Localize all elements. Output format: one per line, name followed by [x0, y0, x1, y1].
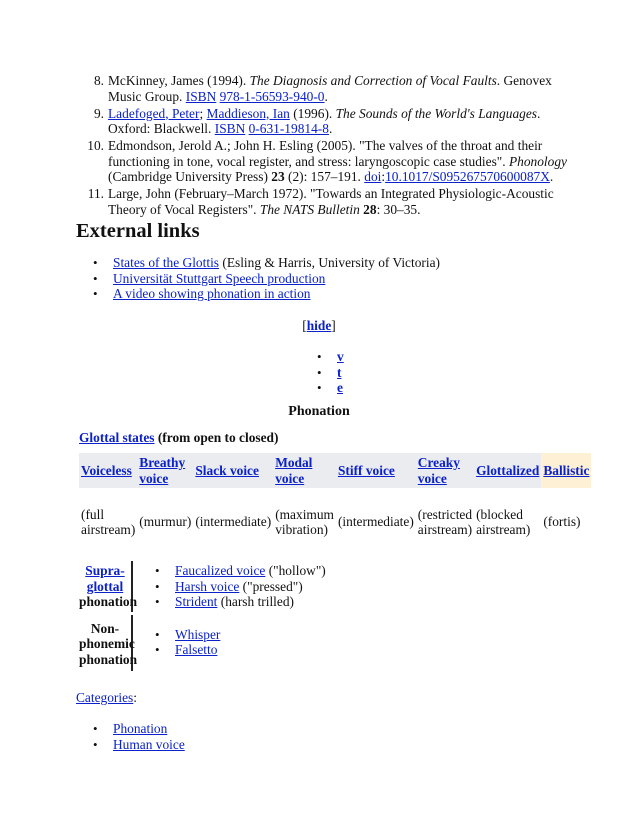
- reference-link[interactable]: ISBN: [185, 88, 217, 104]
- hide-link[interactable]: hide: [306, 318, 332, 333]
- external-link[interactable]: States of the Glottis: [113, 255, 220, 270]
- table-header-row: [79, 453, 591, 488]
- reference-number: 11.: [87, 186, 104, 201]
- category-link[interactable]: Phonation: [113, 721, 168, 736]
- reference-list: [87, 73, 568, 219]
- modal-voice-link[interactable]: Modal voice: [275, 455, 313, 486]
- reference-item: [87, 138, 568, 185]
- reference-text: Phonology: [508, 153, 567, 169]
- reference-text: . Oxford: Blackwell.: [108, 105, 541, 136]
- falsetto-link[interactable]: Falsetto: [175, 642, 218, 657]
- edit-template-link[interactable]: e: [337, 380, 343, 395]
- slack-voice-link[interactable]: Slack voice: [195, 462, 259, 478]
- reference-text: Edmondson, Jerold A.; John H. Esling (2005). "The valves of the throat and their functioning in tone, vocal register, and stress: laryngoscopic case studies".: [108, 138, 543, 169]
- table-cell: (intermediate): [337, 514, 414, 530]
- supraglottal-link[interactable]: Supra-glottal: [85, 563, 125, 594]
- reference-link[interactable]: Maddieson, Ian: [206, 105, 290, 121]
- table-cell: (maximum vibration): [275, 506, 334, 537]
- reference-text: The NATS Bulletin: [259, 201, 360, 217]
- category-item: [93, 737, 185, 753]
- categories-list: [93, 721, 185, 752]
- navbox-hide-toggle: [hide]: [302, 318, 336, 333]
- list-item: • Strident (harsh trilled): [155, 594, 326, 610]
- categories-link[interactable]: Categories: [76, 690, 134, 705]
- list-item: [155, 627, 220, 643]
- nonphonemic-label: Non-phonemic phonation: [79, 615, 133, 672]
- supraglottal-list: [155, 563, 326, 612]
- categories-label-line: Categories:: [76, 690, 137, 705]
- reference-link[interactable]: 978-1-56593-940-0: [219, 88, 325, 104]
- reference-text: (Cambridge University Press): [108, 169, 272, 184]
- glottal-states-link[interactable]: Glottal states: [79, 430, 155, 445]
- reference-item: [93, 73, 568, 104]
- supraglottal-label: Supra-glottal phonation: [79, 561, 133, 612]
- reference-text: (1996).: [289, 105, 336, 121]
- reference-text: ;: [199, 105, 207, 121]
- glottalized-link[interactable]: Glottalized: [476, 462, 540, 478]
- stiff-voice-link[interactable]: Stiff voice: [337, 462, 395, 478]
- external-links-list: [93, 255, 440, 302]
- reference-item: [93, 105, 568, 137]
- view-template-link[interactable]: v: [337, 349, 344, 364]
- reference-text: 23: [271, 169, 285, 184]
- reference-text: McKinney, James (1994).: [108, 73, 250, 88]
- table-cell: (restricted airstream): [417, 506, 473, 537]
- strident-link[interactable]: Strident: [175, 594, 218, 609]
- reference-number: 9.: [93, 105, 104, 121]
- reference-text: : 30–35.: [376, 201, 421, 217]
- whisper-link[interactable]: Whisper: [175, 626, 221, 642]
- list-item: • Faucalized voice ("hollow"): [155, 563, 326, 579]
- creaky-voice-link[interactable]: Creaky voice: [417, 455, 460, 486]
- breathy-voice-link[interactable]: Breathy voice: [139, 455, 186, 486]
- external-link[interactable]: A video showing phonation in action: [113, 286, 311, 301]
- table-cell: (blocked airstream): [476, 506, 531, 537]
- reference-link[interactable]: 10.1017/S095267570600087X: [385, 169, 550, 184]
- reference-text: .: [328, 121, 333, 136]
- voiceless-link[interactable]: Voiceless: [81, 462, 132, 478]
- supraglottal-row: [79, 561, 559, 612]
- table-cell: (fortis): [543, 514, 581, 530]
- reference-link[interactable]: ISBN: [214, 121, 246, 136]
- ballistic-link[interactable]: Ballistic: [543, 462, 590, 478]
- reference-text: .: [549, 169, 554, 184]
- reference-link[interactable]: doi: [364, 169, 382, 184]
- list-item: • Harsh voice ("pressed"): [155, 579, 326, 595]
- reference-text: The Sounds of the World's Languages: [335, 105, 537, 121]
- navbox-subgroups: [79, 561, 559, 671]
- table-cell: (intermediate): [195, 514, 272, 530]
- reference-text: :: [381, 169, 386, 184]
- external-links-heading: External links: [76, 220, 200, 242]
- reference-text: The Diagnosis and Correction of Vocal Faults: [249, 73, 497, 88]
- glottal-states-table: [79, 453, 591, 556]
- category-link[interactable]: Human voice: [113, 736, 185, 752]
- reference-text: (2): 157–191.: [284, 169, 365, 184]
- navbox-vte-list: [317, 349, 344, 396]
- nonphonemic-row: [79, 615, 559, 672]
- reference-item: [87, 186, 568, 217]
- external-link-item: [93, 286, 440, 302]
- category-item: [93, 721, 185, 737]
- table-cell: (full airstream): [81, 506, 136, 537]
- list-item: [155, 642, 220, 658]
- nonphonemic-list: [155, 627, 220, 672]
- reference-number: 10.: [87, 138, 104, 153]
- navbox-title: Phonation: [288, 404, 350, 419]
- table-cell: (murmur): [139, 514, 192, 530]
- reference-text: .: [324, 88, 328, 104]
- glottal-states-label: Glottal states (from open to closed): [79, 430, 279, 445]
- faucalized-voice-link[interactable]: Faucalized voice: [175, 563, 266, 578]
- external-link-item: [93, 271, 440, 287]
- harsh-voice-link[interactable]: Harsh voice: [175, 578, 240, 594]
- reference-text: 28: [363, 201, 377, 217]
- reference-link[interactable]: Ladefoged, Peter: [108, 105, 200, 121]
- external-link[interactable]: Universität Stuttgart Speech production: [113, 270, 326, 286]
- external-link-item: • States of the Glottis (Esling & Harris, University of Victoria): [93, 255, 440, 271]
- reference-number: 8.: [93, 73, 104, 88]
- talk-template-link[interactable]: t: [337, 364, 342, 380]
- reference-text: Large, John (February–March 1972). "Towards an Integrated Physiologic-Acoustic Theory of Vocal Registers".: [108, 186, 554, 217]
- table-row: [79, 488, 591, 556]
- reference-text: . Genovex Music Group.: [108, 73, 552, 104]
- reference-link[interactable]: 0-631-19814-8: [248, 121, 329, 136]
